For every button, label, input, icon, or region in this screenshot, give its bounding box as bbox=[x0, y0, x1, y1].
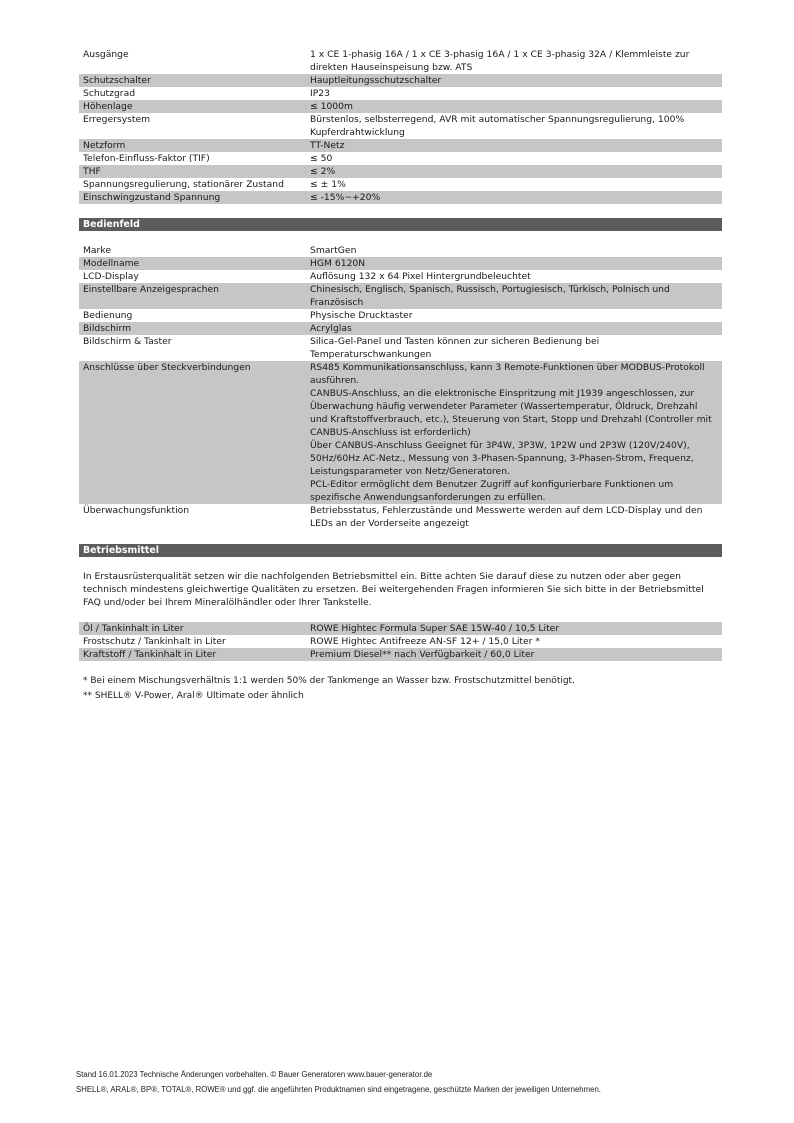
table-row: Öl / Tankinhalt in Liter ROWE Hightec Formula Super SAE 15W-40 / 10,5 Liter bbox=[79, 622, 722, 635]
table-row: Bildschirm & Taster Silica-Gel-Panel und Tasten können zur sicheren Bedienung bei Temperaturschwankungen bbox=[83, 336, 600, 360]
table-row: Modellname HGM 6120N bbox=[79, 257, 722, 270]
table-row: Bedienung Physische Drucktaster bbox=[83, 310, 413, 321]
footnote-fuel: ** SHELL® V-Power, Aral® Ultimate oder ähnlich bbox=[83, 691, 304, 701]
table-row: Kraftstoff / Tankinhalt in Liter Premium Diesel** nach Verfügbarkeit / 60,0 Liter bbox=[79, 648, 722, 661]
table-row: Bildschirm Acrylglas bbox=[79, 322, 722, 335]
table-row: Überwachungsfunktion Betriebsstatus, Fehlerzustände und Messwerte werden auf dem LCD-Display und den LEDs an der Vorderseite angezeigt bbox=[83, 505, 703, 529]
table-row: Schutzgrad IP23 bbox=[83, 88, 330, 99]
fluids-table bbox=[79, 622, 722, 661]
control-panel-table bbox=[79, 244, 722, 530]
table-row: Telefon-Einfluss-Faktor (TIF) ≤ 50 bbox=[83, 153, 333, 164]
fluids-intro: In Erstausrüsterqualität setzen wir die nachfolgenden Betriebsmittel ein. Bitte achten Sie darauf diese zu nutzen oder aber gegen technisch mindestens gleichwertige Qualitäten zu ersetzen. Bei weitergehenden Fragen informieren Sie sich bitte in der Betriebsmittel FAQ und/oder bei Ihrem Mineralölhändler oder Ihrer Tankstelle. bbox=[83, 571, 704, 608]
table-row: Netzform TT-Netz bbox=[79, 139, 722, 152]
section-header-betriebsmittel: Betriebsmittel bbox=[79, 544, 722, 557]
table-row: Marke SmartGen bbox=[83, 245, 357, 256]
footer-line-2: SHELL®, ARAL®, BP®, TOTAL®, ROWE® und ggf. die angeführten Produktnamen sind eingetragene, geschützte Marken der jeweiligen Unternehmen. bbox=[76, 1085, 601, 1094]
footnote-antifreeze: * Bei einem Mischungsverhältnis 1:1 werden 50% der Tankmenge an Wasser bzw. Frostschutzmittel benötigt. bbox=[83, 676, 575, 686]
table-row: Schutzschalter Hauptleitungsschutzschalter bbox=[79, 74, 722, 87]
table-row: Spannungsregulierung, stationärer Zustand ≤ ± 1% bbox=[83, 179, 346, 190]
table-row: Ausgänge 1 x CE 1-phasig 16A / 1 x CE 3-phasig 16A / 1 x CE 3-phasig 32A / Klemmleiste zur direkten Hauseinspeisung bzw. ATS bbox=[83, 49, 690, 73]
table-row: Höhenlage ≤ 1000m bbox=[79, 100, 722, 113]
table-row: Anschlüsse über Steckverbindungen RS485 Kommunikationsanschluss, kann 3 Remote-Funktionen über MODBUS-Protokoll ausführen. CANBUS-Anschluss, an die elektronische Einspritzung mit J1939 angeschlossen, zur Überwachung häufig verwendeter Parameter (Wassertemperatur, Öldruck, Drehzahl und Kraftstoffverbrauch, etc.), Steuerung von Start, Stopp und Drehzahl (Controller mit CANBUS-Anschluss ist erforderlich) Über CANBUS-Anschluss Geeignet für 3P4W, 3P3W, 1P2W und 2P3W (120V/240V), 50Hz/60Hz AC-Netz., Messung von 3-Phasen-Spannung, 3-Phasen-Strom, Frequenz, Leistungsparameter von Netz/Generatoren. PCL-Editor ermöglicht dem Benutzer Zugriff auf konfigurierbare Funktionen um spezifische Anwendungsanforderungen zu erfüllen. bbox=[79, 361, 722, 504]
section-header-bedienfeld: Bedienfeld bbox=[79, 218, 722, 231]
table-row: LCD-Display Auflösung 132 x 64 Pixel Hintergrundbeleuchtet bbox=[83, 271, 531, 282]
table-row: THF ≤ 2% bbox=[79, 165, 722, 178]
table-row: Einstellbare Anzeigesprachen Chinesisch, Englisch, Spanisch, Russisch, Portugiesisch, Türkisch, Polnisch und Französisch bbox=[79, 283, 722, 309]
generator-specs-table bbox=[79, 48, 722, 204]
table-row: Frostschutz / Tankinhalt in Liter ROWE Hightec Antifreeze AN-SF 12+ / 15,0 Liter * bbox=[83, 636, 540, 647]
table-row: Einschwingzustand Spannung ≤ -15%~+20% bbox=[79, 191, 722, 204]
table-row: Erregersystem Bürstenlos, selbsterregend, AVR mit automatischer Spannungsregulierung, 100% Kupferdrahtwicklung bbox=[83, 114, 685, 138]
footer-line-1: Stand 16.01.2023 Technische Änderungen vorbehalten. © Bauer Generatoren www.bauer-generator.de bbox=[76, 1070, 433, 1079]
